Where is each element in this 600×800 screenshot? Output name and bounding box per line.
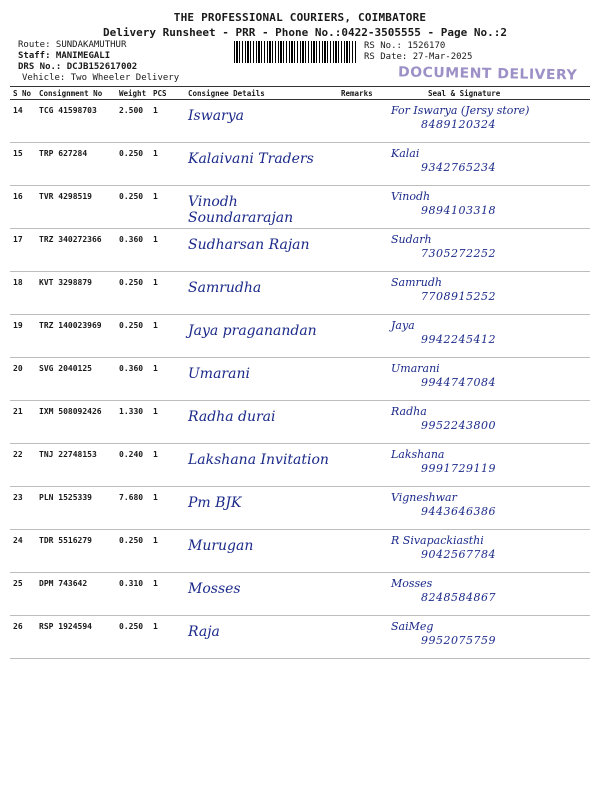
signature-name: R Sivapackiasthi [391, 534, 484, 547]
signature-phone: 9894103318 [421, 204, 496, 217]
col-header-consignment: Consignment No [36, 87, 116, 100]
staff-label: Staff: MANIMEGALI [18, 51, 111, 61]
pcs-cell: 1 [150, 143, 185, 186]
remarks-cell [338, 272, 388, 315]
table-header-row [10, 87, 590, 100]
consignee-name-cell: Samrudha [185, 272, 338, 315]
consignee-name-cell: Mosses [185, 573, 338, 616]
sno-cell: 18 [10, 272, 36, 315]
signature-cell [388, 186, 590, 229]
table-row [10, 315, 590, 358]
signature-cell [388, 401, 590, 444]
consignee-name-cell: Raja [185, 616, 338, 659]
remarks-cell [338, 487, 388, 530]
consignee-name-cell: Murugan [185, 530, 338, 573]
remarks-cell [338, 530, 388, 573]
pcs-cell: 1 [150, 573, 185, 616]
signature-cell [388, 530, 590, 573]
signature-cell [388, 229, 590, 272]
consignment-number-cell: PLN 1525339 [36, 487, 116, 530]
col-header-remarks: Remarks [338, 87, 388, 100]
pcs-cell: 1 [150, 616, 185, 659]
weight-cell: 2.500 [116, 100, 150, 143]
weight-cell: 1.330 [116, 401, 150, 444]
signature-phone: 9944747084 [421, 376, 496, 389]
table-body [10, 100, 590, 659]
consignment-number-cell: SVG 2040125 [36, 358, 116, 401]
consignment-number-cell: RSP 1924594 [36, 616, 116, 659]
col-header-weight: Weight [116, 87, 150, 100]
consignee-name-cell: Lakshana Invitation [185, 444, 338, 487]
signature-phone: 8489120324 [421, 118, 496, 131]
signature-cell [388, 315, 590, 358]
rs-date: RS Date: 27-Mar-2025 [364, 52, 473, 62]
weight-cell: 0.250 [116, 272, 150, 315]
signature-cell [388, 272, 590, 315]
weight-cell: 0.360 [116, 358, 150, 401]
consignment-number-cell: TVR 4298519 [36, 186, 116, 229]
barcode-image [234, 41, 356, 63]
remarks-cell [338, 616, 388, 659]
pcs-cell: 1 [150, 444, 185, 487]
pcs-cell: 1 [150, 100, 185, 143]
table-row [10, 186, 590, 229]
route-label: Route: SUNDAKAMUTHUR [18, 40, 127, 50]
col-header-consignee: Consignee Details [185, 87, 338, 100]
consignee-name-cell: Pm BJK [185, 487, 338, 530]
consignment-number-cell: IXM 508092426 [36, 401, 116, 444]
consignee-name-cell: Vinodh Soundararajan [185, 186, 338, 229]
table-row [10, 401, 590, 444]
consignee-name-cell: Kalaivani Traders [185, 143, 338, 186]
rs-number: RS No.: 1526170 [364, 41, 446, 51]
signature-phone: 7305272252 [421, 247, 496, 260]
sno-cell: 21 [10, 401, 36, 444]
vehicle-label: Vehicle: Two Wheeler Delivery [22, 73, 180, 83]
weight-cell: 0.310 [116, 573, 150, 616]
signature-cell [388, 358, 590, 401]
signature-phone: 8248584867 [421, 591, 496, 604]
consignment-number-cell: TRP 627284 [36, 143, 116, 186]
consignee-name-cell: Jaya praganandan [185, 315, 338, 358]
table-row [10, 100, 590, 143]
signature-cell [388, 100, 590, 143]
consignment-number-cell: DPM 743642 [36, 573, 116, 616]
signature-cell [388, 573, 590, 616]
company-title: THE PROFESSIONAL COURIERS, COIMBATORE [173, 11, 427, 24]
consignee-name-cell: Iswarya [185, 100, 338, 143]
pcs-cell: 1 [150, 358, 185, 401]
weight-cell: 0.250 [116, 315, 150, 358]
runsheet-table [10, 86, 590, 659]
signature-name: Vinodh [391, 190, 431, 203]
sno-cell: 24 [10, 530, 36, 573]
weight-cell: 0.360 [116, 229, 150, 272]
table-row [10, 573, 590, 616]
table-row [10, 487, 590, 530]
consignment-number-cell: TCG 41598703 [36, 100, 116, 143]
weight-cell: 0.250 [116, 616, 150, 659]
consignee-name-cell: Radha durai [185, 401, 338, 444]
weight-cell: 0.250 [116, 143, 150, 186]
sno-cell: 14 [10, 100, 36, 143]
signature-name: Umarani [391, 362, 440, 375]
signature-cell [388, 444, 590, 487]
weight-cell: 0.240 [116, 444, 150, 487]
signature-phone: 9952075759 [421, 634, 496, 647]
table-row [10, 143, 590, 186]
signature-name: For Iswarya (Jersy store) [391, 104, 530, 117]
consignee-name-cell: Umarani [185, 358, 338, 401]
signature-cell [388, 487, 590, 530]
sno-cell: 20 [10, 358, 36, 401]
pcs-cell: 1 [150, 272, 185, 315]
consignment-number-cell: TRZ 340272366 [36, 229, 116, 272]
remarks-cell [338, 186, 388, 229]
signature-name: Lakshana [391, 448, 445, 461]
signature-name: Samrudh [391, 276, 442, 289]
consignment-number-cell: TRZ 140023969 [36, 315, 116, 358]
signature-name: Jaya [391, 319, 415, 332]
signature-phone: 9042567784 [421, 548, 496, 561]
remarks-cell [338, 143, 388, 186]
pcs-cell: 1 [150, 487, 185, 530]
runsheet-subtitle: Delivery Runsheet - PRR - Phone No.:0422-3505555 - Page No.:2 [103, 26, 507, 39]
drs-number: DRS No.: DCJB152617002 [18, 62, 138, 72]
remarks-cell [338, 444, 388, 487]
weight-cell: 7.680 [116, 487, 150, 530]
col-header-pcs: PCS [150, 87, 185, 100]
signature-phone: 9342765234 [421, 161, 496, 174]
sno-cell: 17 [10, 229, 36, 272]
table-row [10, 616, 590, 659]
remarks-cell [338, 401, 388, 444]
remarks-cell [338, 315, 388, 358]
signature-name: Mosses [391, 577, 433, 590]
consignment-number-cell: TNJ 22748153 [36, 444, 116, 487]
sno-cell: 23 [10, 487, 36, 530]
consignment-number-cell: KVT 3298879 [36, 272, 116, 315]
signature-phone: 9443646386 [421, 505, 496, 518]
sno-cell: 22 [10, 444, 36, 487]
sno-cell: 15 [10, 143, 36, 186]
remarks-cell [338, 100, 388, 143]
weight-cell: 0.250 [116, 186, 150, 229]
table-row [10, 444, 590, 487]
signature-cell [388, 143, 590, 186]
remarks-cell [338, 229, 388, 272]
sno-cell: 19 [10, 315, 36, 358]
pcs-cell: 1 [150, 401, 185, 444]
signature-phone: 9942245412 [421, 333, 496, 346]
consignee-name-cell: Sudharsan Rajan [185, 229, 338, 272]
remarks-cell [338, 358, 388, 401]
signature-name: SaiMeg [391, 620, 434, 633]
signature-cell [388, 616, 590, 659]
table-row [10, 272, 590, 315]
signature-name: Sudarh [391, 233, 432, 246]
document-delivery-stamp: DOCUMENT DELIVERY [397, 64, 578, 84]
col-header-seal-signature: Seal & Signature [388, 87, 590, 100]
pcs-cell: 1 [150, 186, 185, 229]
consignment-number-cell: TDR 5516279 [36, 530, 116, 573]
pcs-cell: 1 [150, 530, 185, 573]
signature-name: Kalai [391, 147, 420, 160]
remarks-cell [338, 573, 388, 616]
sno-cell: 25 [10, 573, 36, 616]
sno-cell: 16 [10, 186, 36, 229]
sno-cell: 26 [10, 616, 36, 659]
weight-cell: 0.250 [116, 530, 150, 573]
signature-name: Radha [391, 405, 427, 418]
signature-phone: 9991729119 [421, 462, 496, 475]
signature-name: Vigneshwar [391, 491, 457, 504]
pcs-cell: 1 [150, 315, 185, 358]
signature-phone: 9952243800 [421, 419, 496, 432]
table-row [10, 358, 590, 401]
table-row [10, 229, 590, 272]
pcs-cell: 1 [150, 229, 185, 272]
table-row [10, 530, 590, 573]
signature-phone: 7708915252 [421, 290, 496, 303]
col-header-sno: S No [10, 87, 36, 100]
